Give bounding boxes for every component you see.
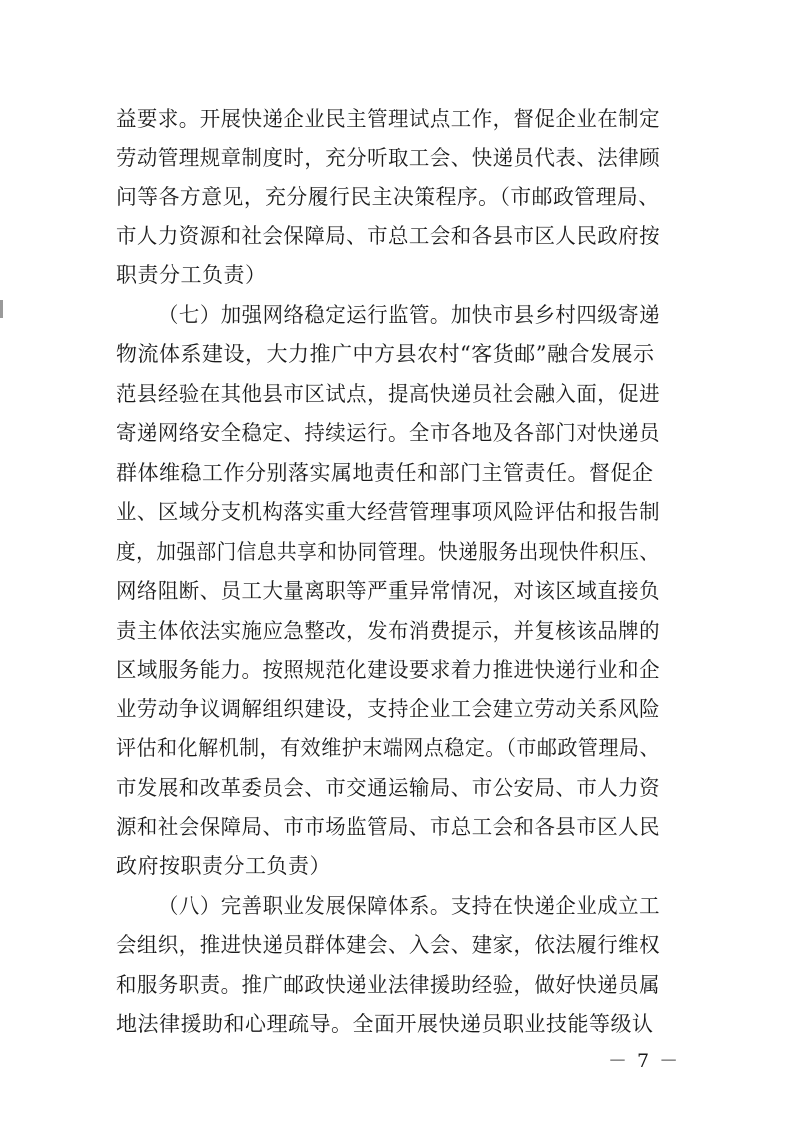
text-line: 度，加强部门信息共享和协同管理。快递服务出现快件积压、 [116,540,660,564]
text-line: 范县经验在其他县市区试点，提高快递员社会融入面，促进 [116,382,661,406]
text-line: 市发展和改革委员会、市交通运输局、市公安局、市人力资 [116,776,661,800]
text-line: 会组织，推进快递员群体建会、入会、建家，依法履行维权 [116,933,661,957]
text-line: 寄递网络安全稳定、持续运行。全市各地及各部门对快递员 [116,421,661,445]
text-line: 业劳动争议调解组织建设，支持企业工会建立劳动关系风险 [116,697,661,721]
text-line: 源和社会保障局、市市场监管局、市总工会和各县市区人民 [116,815,661,839]
scan-edge-mark [0,300,3,318]
text-line: 区域服务能力。按照规范化建设要求着力推进快递行业和企 [116,658,661,682]
text-line: 劳动管理规章制度时，充分听取工会、快递员代表、法律顾 [116,146,661,170]
page-number: － 7 － [608,1050,681,1072]
text-line: 和服务职责。推广邮政快递业法律援助经验，做好快递员属 [116,973,661,997]
text-line: 责主体依法实施应急整改，发布消费提示，并复核该品牌的 [116,619,661,643]
text-line: 地法律援助和心理疏导。全面开展快递员职业技能等级认 [116,1012,654,1036]
text-line: 评估和化解机制，有效维护末端网点稳定。（市邮政管理局、 [116,736,661,760]
text-line: 政府按职责分工负责） [116,854,331,878]
text-line: 物流体系建设，大力推广中方县农村“客货邮”融合发展示 [116,342,655,366]
section-heading-8: （八）完善职业发展保障体系。支持在快递企业成立工 [158,894,661,918]
text-line: 问等各方意见，充分履行民主决策程序。（市邮政管理局、 [116,185,660,209]
text-line: 益要求。开展快递企业民主管理试点工作，督促企业在制定 [116,107,661,131]
text-line: 职责分工负责） [116,263,267,287]
text-line: 网络阻断、员工大量离职等严重异常情况，对该区域直接负 [116,579,661,603]
section-heading-7: （七）加强网络稳定运行监管。加快市县乡村四级寄递 [158,303,661,327]
text-line: 业、区域分支机构落实重大经营管理事项风险评估和报告制 [116,500,661,524]
text-line: 群体维稳工作分别落实属地责任和部门主管责任。督促企 [116,461,654,485]
text-line: 市人力资源和社会保障局、市总工会和各县市区人民政府按 [116,224,661,248]
